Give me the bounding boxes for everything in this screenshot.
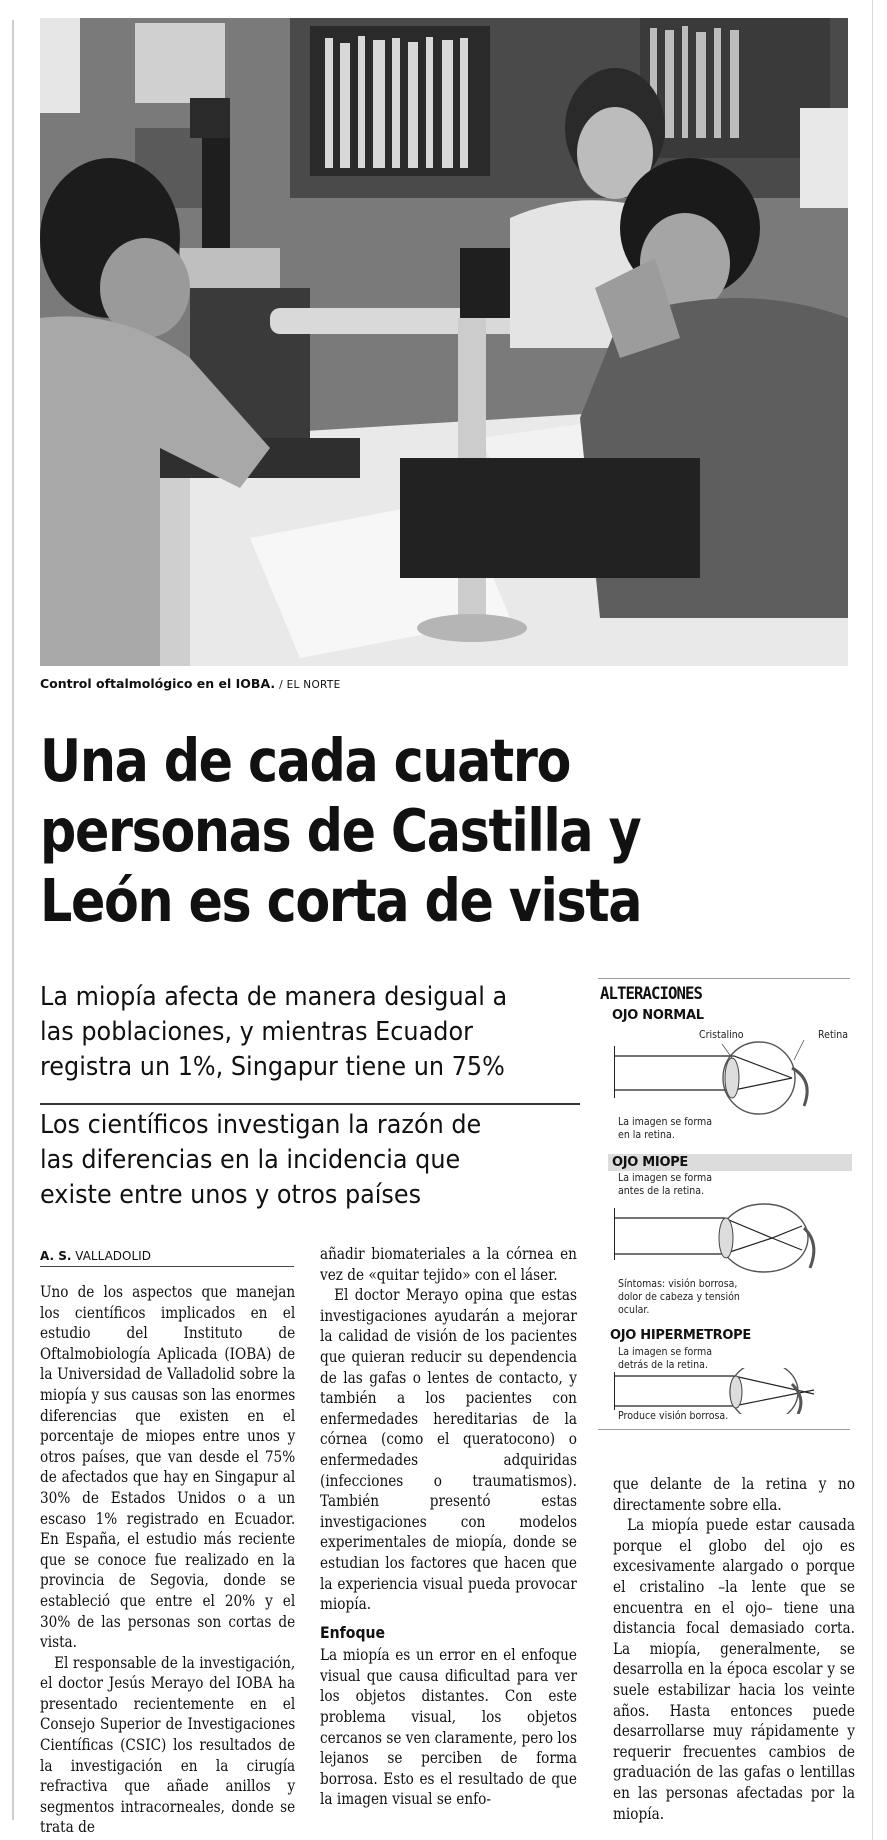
- graphic-bottom-rule: [598, 1429, 850, 1430]
- subhead-line: La miopía afecta de manera desigual a: [40, 982, 508, 1012]
- headline-line: personas de Castilla y: [40, 796, 641, 865]
- myopic-eye-note: [618, 1172, 712, 1198]
- right-margin-rule: [872, 0, 873, 1840]
- symptom-line: dolor de cabeza y tensión: [618, 1291, 740, 1303]
- note-line: detrás de la retina.: [618, 1359, 708, 1371]
- photo-credit: / EL NORTE: [279, 679, 341, 691]
- section-heading: Enfoque: [320, 1622, 386, 1642]
- byline-rule: [40, 1266, 294, 1267]
- subhead-line: registra un 1%, Singapur tiene un 75%: [40, 1052, 505, 1082]
- subheadline-second: [40, 1108, 537, 1213]
- graphic-top-rule: [598, 978, 850, 979]
- byline-city: VALLADOLID: [75, 1249, 151, 1263]
- myopic-eye-heading: OJO MIOPE: [608, 1154, 852, 1171]
- subhead-line: Los científicos investigan la razón de: [40, 1110, 482, 1140]
- body-paragraph: Uno de los aspectos que manejan los científicos implicados en el estudio del Instituto de Oftalmobiología Aplicada (IOBA) de la Universidad de Valladolid sobre la miopía y sus causas son las enormes diferencias que existen en el porcentaje de miopes entre unos y otros países, que van desde el 75% de afectados que hay en Singapur al 30% de Estados Unidos o a un escaso 1% registrado en Ecuador. En España, el estudio más reciente que se conoce fue realizado en la provincia de Segovia, donde se estableció que entre el 20% y el 30% de las personas son cortas de vista.: [40, 1283, 296, 1652]
- hyperopic-eye-heading: OJO HIPERMETROPE: [610, 1328, 751, 1343]
- byline: [40, 1249, 151, 1263]
- body-paragraph: El responsable de la investigación, el doctor Jesús Merayo del IOBA ha presentado recientemente en el Consejo Superior de Investigaciones Científicas (CSIC) los resultados de la investigación en la cirugía refractiva que añade anillos y segmentos intracorneales, donde se trata de: [40, 1653, 296, 1837]
- byline-author: A. S.: [40, 1249, 72, 1263]
- body-column-2: [320, 1244, 577, 1810]
- left-margin-rule: [12, 20, 14, 1820]
- headline: [40, 726, 659, 936]
- eye-conditions-graphic: [598, 978, 850, 1430]
- photo-caption: [40, 676, 341, 691]
- microscope-lab-photo: [40, 18, 848, 666]
- symptom-line: ocular.: [618, 1304, 650, 1316]
- graphic-title: ALTERACIONES: [600, 984, 702, 1004]
- lens-label: Cristalino: [699, 1029, 744, 1041]
- note-line: La imagen se forma: [618, 1172, 713, 1184]
- subhead-line: las poblaciones, y mientras Ecuador: [40, 1017, 473, 1047]
- headline-line: León es corta de vista: [40, 866, 642, 935]
- body-paragraph: La miopía puede estar causada porque el globo del ojo es excesivamente alargado o porque el cristalino –la lente que se encuentra en el ojo– tiene una distancia focal demasiado corta. La miopía, generalmente, se desarrolla en la época escolar y se suele estabilizar hacia los veinte años. Hasta entonces puede desarrollarse muy rápidamente y requerir frecuentes cambios de graduación de las gafas o lentillas en las personas afectadas por la miopía.: [613, 1516, 855, 1823]
- normal-eye-heading: OJO NORMAL: [612, 1008, 704, 1023]
- body-paragraph: añadir biomateriales a la córnea en vez de «quitar tejido» con el láser.: [320, 1245, 577, 1284]
- article-photo: [40, 18, 848, 666]
- note-line: en la retina.: [618, 1129, 675, 1141]
- body-paragraph: La miopía es un error en el enfoque visual que causa dificultad para ver los objetos distantes. Con este problema visual, los objetos cercanos se ven claramente, pero los lejanos se perciben de forma borrosa. Esto es el resultado de que la imagen visual se enfo-: [320, 1646, 577, 1809]
- normal-eye-note: [618, 1116, 712, 1142]
- body-column-1: [40, 1282, 295, 1838]
- normal-eye-diagram: [614, 1040, 834, 1120]
- subhead-line: existe entre unos y otros países: [40, 1180, 422, 1210]
- myopic-eye-diagram: [614, 1198, 834, 1278]
- symptom-line: Síntomas: visión borrosa,: [618, 1278, 738, 1290]
- body-column-3: [613, 1474, 855, 1824]
- headline-line: Una de cada cuatro: [40, 726, 570, 795]
- subheadline-first: [40, 980, 537, 1085]
- myopic-symptoms: [618, 1278, 740, 1317]
- hyperopic-symptoms: Produce visión borrosa.: [618, 1410, 729, 1422]
- body-paragraph: El doctor Merayo opina que estas investigaciones ayudarán a mejorar la calidad de visión de los pacientes que quieran reducir su dependencia de las gafas o lentes de contacto, y también a los pacientes con enfermedades hereditarias de la córnea (como el queratocono) o enfermedades adquiridas (infecciones o traumatismos). También presentó estas investigaciones con modelos experimentales de miopía, donde se estudian los factores que hacen que la experiencia visual pueda provocar miopía.: [320, 1286, 577, 1614]
- note-line: La imagen se forma: [618, 1116, 713, 1128]
- note-line: La imagen se forma: [618, 1346, 713, 1358]
- hyperopic-eye-diagram: [614, 1368, 834, 1414]
- retina-label: Retina: [818, 1029, 849, 1041]
- subhead-divider: [40, 1103, 580, 1105]
- subhead-line: las diferencias en la incidencia que: [40, 1145, 461, 1175]
- body-paragraph: que delante de la retina y no directamente sobre ella.: [613, 1475, 855, 1514]
- caption-text: Control oftalmológico en el IOBA.: [40, 676, 276, 691]
- note-line: antes de la retina.: [618, 1185, 705, 1197]
